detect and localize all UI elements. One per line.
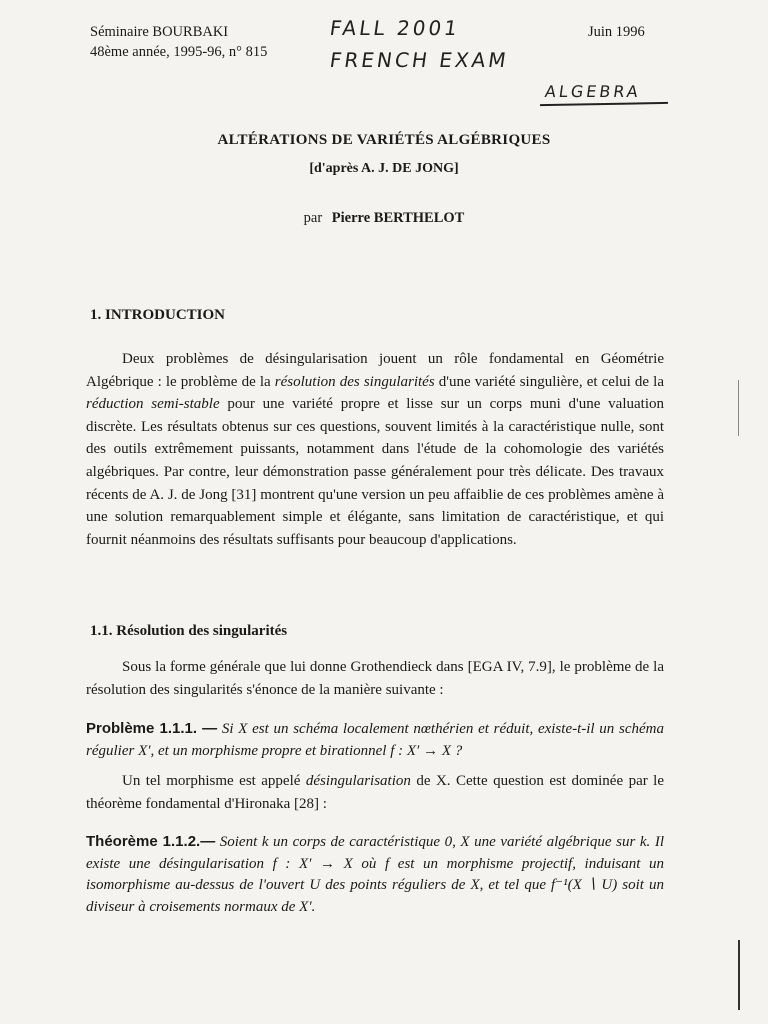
- morphism-italic: désingularisation: [305, 773, 411, 789]
- intro-text-2: d'une variété singulière, et celui de la: [434, 373, 664, 390]
- section-heading-introduction: 1. INTRODUCTION: [90, 307, 226, 323]
- problem-statement: [86, 718, 664, 762]
- author-line: [0, 210, 768, 227]
- handwritten-note-line3: ALGEBRA: [543, 82, 643, 101]
- handwritten-note-line1: FALL 2001: [328, 16, 462, 40]
- seminar-name: Séminaire BOURBAKI: [90, 24, 229, 40]
- morphism-paragraph: [86, 770, 664, 815]
- morphism-text-2: de X. Cette question est dominée par le théorème fondamental d'Hironaka [28] :: [86, 773, 664, 812]
- scan-edge-mark-lower: [738, 940, 740, 1010]
- author-name: Pierre BERTHELOT: [331, 210, 465, 226]
- theorem-label: Théorème 1.1.2.—: [86, 833, 216, 850]
- theorem-text: Soient k un corps de caractéristique 0, X une variété algébrique sur k. Il existe une désingularisation f : X′ → X où f est un morphisme projectif, induisant un isomorphisme au-dessus de l'ouvert U des points réguliers de X, et tel que f⁻¹(X ∖ U) soit un diviseur à croisements normaux de X′.: [86, 834, 664, 915]
- handwritten-note-line2: FRENCH EXAM: [328, 48, 511, 72]
- problem-label: Problème 1.1.1. —: [86, 720, 218, 737]
- intro-paragraph: [86, 348, 664, 551]
- paper-subtitle: [d'après A. J. DE JONG]: [309, 161, 459, 176]
- theorem-statement: [86, 831, 664, 918]
- intro-italic-resolution: résolution des singularités: [274, 373, 435, 390]
- resolution-paragraph: Sous la forme générale que lui donne Grothendieck dans [EGA IV, 7.9], le problème de la résolution des singularités s'énonce de la manière suivante :: [86, 659, 664, 698]
- intro-text-1: Deux problèmes de désingularisation jouent un rôle fondamental en Géométrie Algébrique : le problème de la: [86, 351, 664, 390]
- problem-text: Si X est un schéma localement nœthérien et réduit, existe-t-il un schéma régulier X′, et un morphisme propre et birationnel f : X′ → X ?: [86, 721, 664, 759]
- intro-italic-reduction: réduction semi-stable: [86, 396, 220, 413]
- scan-edge-mark-upper: [738, 380, 739, 436]
- morphism-text-1: Un tel morphisme est appelé: [122, 773, 306, 789]
- paper-title: ALTÉRATIONS DE VARIÉTÉS ALGÉBRIQUES: [217, 132, 551, 148]
- intro-text-3: pour une variété propre et lisse sur un corps muni d'une valuation discrète. Les résultats obtenus sur ces questions, souvent limités à la caractéristique nulle, sont des outils extrêmement puissants, notamment dans l'étude de la cohomologie des variétés algébriques. Par contre, leur démonstration passe généralement pour très délicate. Des travaux récents de A. J. de Jong [31] montrent qu'une version un peu affaiblie de ces problèmes amène à une solution remarquablement simple et élégante, sans limitation de caractéristique, et qui fournit néanmoins des résultats suffisants pour beaucoup d'applications.: [86, 396, 665, 548]
- date-label: Juin 1996: [588, 24, 645, 40]
- seminar-header: [90, 22, 267, 62]
- handwritten-underline: [540, 102, 668, 106]
- section-heading-resolution: 1.1. Résolution des singularités: [90, 623, 288, 639]
- author-prefix: par: [303, 210, 323, 226]
- seminar-issue: 48ème année, 1995-96, n° 815: [90, 44, 268, 60]
